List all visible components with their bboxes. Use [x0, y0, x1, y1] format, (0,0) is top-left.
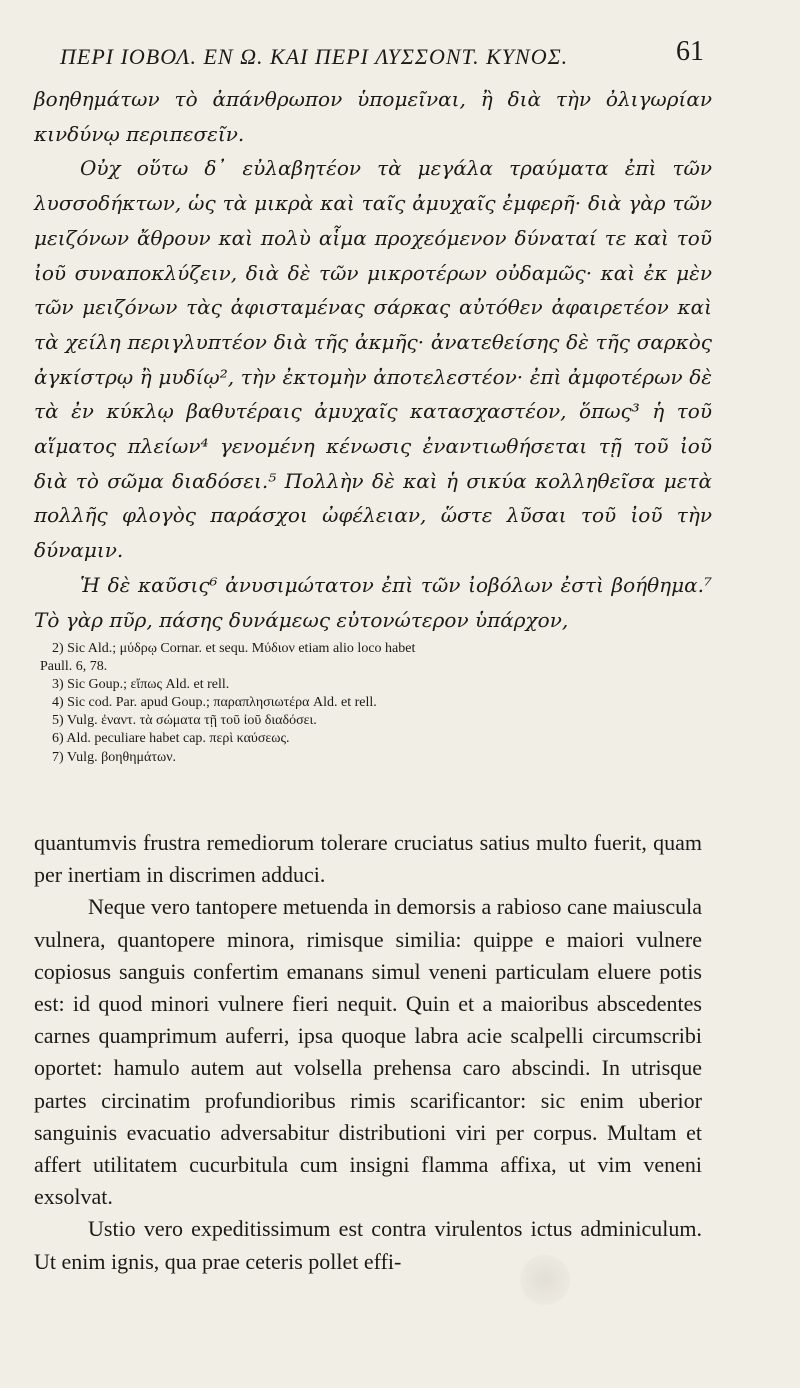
page-number: 61 [676, 36, 704, 67]
latin-paragraph: quantumvis frustra remediorum tolerare cruciatus satius multo fuerit, quam per inertiam in discrimen adduci. [34, 830, 702, 888]
greek-paragraph: Ἡ δὲ καῦσις⁶ ἀνυσιμώτατον ἐπὶ τῶν ἰοβόλων ἐστὶ βοήθημα.⁷ Τὸ γὰρ πῦρ, πάσης δυνάμεως εὐτονώτερον ὑπάρχον, [34, 572, 712, 632]
footnote: Paull. 6, 78. [40, 659, 108, 675]
footnote: 7) Vulg. βοηθημάτων. [52, 749, 177, 765]
latin-paragraph: Ustio vero expeditissimum est contra virulentos ictus adminiculum. Ut enim ignis, qua prae ceteris pollet effi- [34, 1216, 702, 1274]
greek-text-block [34, 82, 712, 637]
footnote: 4) Sic cod. Par. apud Goup.; παραπλησιωτέρα Ald. et rell. [52, 695, 377, 711]
page-header [60, 36, 704, 76]
footnote: 6) Ald. peculiare habet cap. περὶ καύσεως. [52, 731, 290, 747]
footnote: 5) Vulg. ἐναντ. τὰ σώματα τῇ τοῦ ἰοῦ διαδόσει. [52, 713, 317, 729]
footnote: 2) Sic Ald.; μύδρῳ Cornar. et sequ. Μύδιον etiam alio loco habet [52, 641, 416, 656]
footnotes [40, 640, 702, 767]
greek-paragraph: βοηθημάτων τὸ ἀπάνθρωπον ὑπομεῖναι, ἢ διὰ τὴν ὀλιγωρίαν κινδύνῳ περιπεσεῖν. [34, 87, 712, 146]
running-head: ΠΕΡΙ ΙΟΒΟΛ. ΕΝ Ω. ΚΑΙ ΠΕΡΙ ΛΥΣΣΟΝΤ. ΚΥΝΟΣ. [60, 44, 569, 69]
paper-stain [520, 1255, 570, 1305]
greek-paragraph: Οὐχ οὕτω δ᾽ εὐλαβητέον τὰ μεγάλα τραύματα ἐπὶ τῶν λυσσοδήκτων, ὡς τὰ μικρὰ καὶ ταῖς ἀμυχαῖς ἐμφερῆ· διὰ γὰρ τῶν μειζόνων ἄθρουν καὶ πολὺ αἷμα προχεόμενον δύναταί τε καὶ τοῦ ἰοῦ συναποκλύζειν, διὰ δὲ τῶν μικροτέρων οὐδαμῶς· καὶ ἐκ μὲν τῶν μειζόνων τὰς ἀφισταμένας σάρκας αὐτόθεν ἀφαιρετέον καὶ τὰ χείλη περιγλυπτέον διὰ τῆς ἀκμῆς· ἀνατεθείσης δὲ τῆς σαρκὸς ἀγκίστρῳ ἢ μυδίῳ², τὴν ἐκτομὴν ἀποτελεστέον· ἐπὶ ἀμφοτέρων δὲ τὰ ἐν κύκλῳ βαθυτέραις ἀμυχαῖς κατασχαστέον, ὅπως³ ἡ τοῦ αἵματος πλείων⁴ γενομένη κένωσις ἐναντιωθήσεται τῇ τοῦ ἰοῦ διὰ τὸ σῶμα διαδόσει.⁵ Πολλὴν δὲ καὶ ἡ σικύα κολληθεῖσα μετὰ πολλῆς φλογὸς παράσχοι ὠφέλειαν, ὥστε λῦσαι τοῦ ἰοῦ τὴν δύναμιν. [34, 156, 712, 563]
latin-paragraph: Neque vero tantopere metuenda in demorsis a rabioso cane maiuscula vulnera, quantopere minora, rimisque similia: quippe e maiori vulnere copiosus sanguis confertim emanans simul veneni particulam eluere potis est: id quod minori vulnere fieri nequit. Quin et a maioribus abscedentes carnes quamprimum auferri, ipsa quoque labra acie scalpelli circumscribi oportet: hamulo autem aut volsella prehensa caro abscindi. In utrisque partes circinatim profundioribus rimis scarificantor: sic enim uberior sanguinis evacuatio adversabitur distributioni viri per corpus. Multam et affert utilitatem cucurbitula cum insigni flamma affixa, ut vim veneni exsolvat. [34, 894, 702, 1210]
latin-text-block [34, 827, 702, 1278]
footnote: 3) Sic Goup.; εἴπως Ald. et rell. [52, 677, 230, 693]
